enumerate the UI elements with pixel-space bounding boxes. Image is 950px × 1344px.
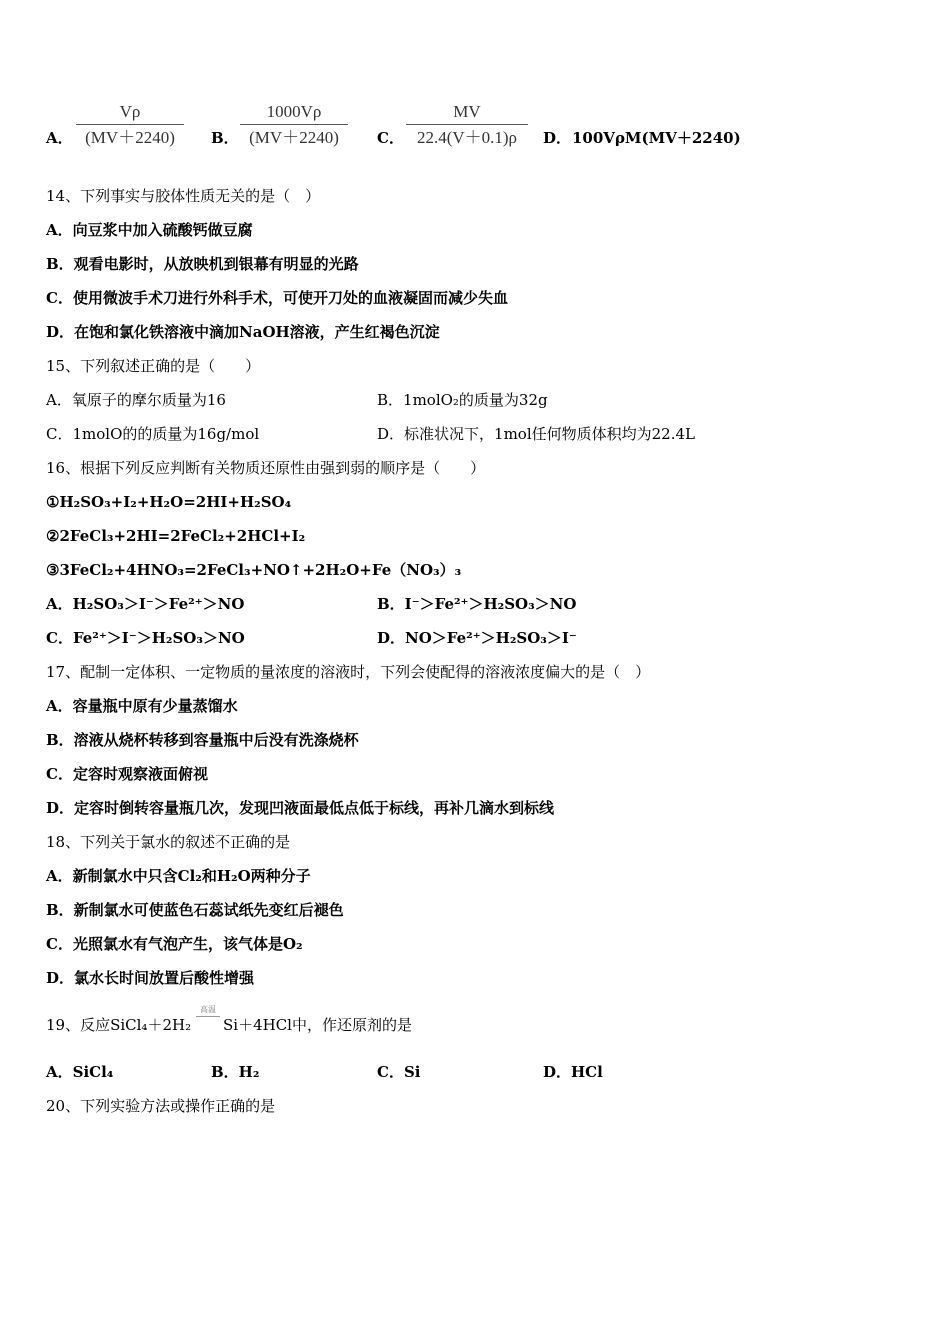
q20-stem: 20、下列实验方法或操作正确的是 [46, 1097, 276, 1115]
q18-stem: 18、下列关于氯水的叙述不正确的是 [46, 833, 291, 851]
q17-option-c: C．定容时观察液面俯视 [46, 765, 208, 783]
q18-option-d: D．氯水长时间放置后酸性增强 [46, 969, 255, 987]
q18-option-a: A．新制氯水中只含Cl₂和H₂O两种分子 [46, 867, 311, 885]
q14-option-d: D．在饱和氯化铁溶液中滴加NaOH溶液，产生红褐色沉淀 [46, 323, 440, 341]
q15-option-d: D．标准状况下，1mol任何物质体积均为22.4L [377, 425, 695, 443]
q16-option-d: D．NO＞Fe²⁺＞H₂SO₃＞I⁻ [377, 629, 577, 647]
q19-stem-right: Si＋4HCl中，作还原剂的是 [223, 1016, 412, 1034]
q15-option-a: A．氧原子的摩尔质量为16 [46, 391, 226, 409]
q16-reaction-1: ①H₂SO₃+I₂+H₂O=2HI+H₂SO₄ [46, 493, 292, 511]
fraction-bar [406, 124, 528, 125]
q13-option-b-numerator: 1000Vρ [266, 102, 322, 121]
q16-reaction-3: ③3FeCl₂+4HNO₃=2FeCl₃+NO↑+2H₂O+Fe（NO₃）₃ [46, 561, 462, 579]
q13-option-b-denominator: (MV＋2240) [249, 128, 339, 147]
q16-option-b: B．I⁻＞Fe²⁺＞H₂SO₃＞NO [377, 595, 577, 613]
q19-reaction-condition: 高温 [200, 1005, 216, 1014]
q17-option-a: A．容量瓶中原有少量蒸馏水 [46, 697, 238, 715]
q19-stem-left: 19、反应SiCl₄＋2H₂ [46, 1016, 192, 1034]
q19-option-a: A．SiCl₄ [46, 1063, 114, 1081]
q13-option-c-numerator: MV [453, 102, 481, 121]
q16-option-a: A．H₂SO₃＞I⁻＞Fe²⁺＞NO [46, 595, 245, 613]
q19-option-d: D．HCl [543, 1063, 603, 1081]
q17-stem: 17、配制一定体积、一定物质的量浓度的溶液时，下列会使配得的溶液浓度偏大的是（ ） [46, 663, 651, 681]
q15-stem: 15、下列叙述正确的是（ ） [46, 357, 261, 375]
q13-option-b-label: B． [211, 129, 239, 147]
fraction-bar [76, 124, 184, 125]
q18-option-b: B．新制氯水可使蓝色石蕊试纸先变红后褪色 [46, 901, 344, 919]
q13-option-c-label: C． [377, 129, 404, 147]
q16-option-c: C．Fe²⁺＞I⁻＞H₂SO₃＞NO [46, 629, 245, 647]
q14-option-c: C．使用微波手术刀进行外科手术，可使开刀处的血液凝固而减少失血 [46, 289, 508, 307]
q13-option-a-denominator: (MV＋2240) [85, 128, 175, 147]
q14-option-b: B．观看电影时，从放映机到银幕有明显的光路 [46, 255, 359, 273]
q16-reaction-2: ②2FeCl₃+2HI=2FeCl₂+2HCl+I₂ [46, 527, 306, 545]
q13-option-d-label: D． [543, 129, 572, 147]
q13-option-c-fraction [406, 102, 528, 148]
q17-option-d: D．定容时倒转容量瓶几次，发现凹液面最低点低于标线，再补几滴水到标线 [46, 799, 555, 817]
q15-option-b: B．1molO₂的质量为32g [377, 391, 548, 409]
q14-stem: 14、下列事实与胶体性质无关的是（ ） [46, 187, 321, 205]
q13-option-c-denominator: 22.4(V＋0.1)ρ [416, 128, 518, 147]
q19-option-b: B．H₂ [211, 1063, 260, 1081]
q15-option-c: C．1molO的的质量为16g/mol [46, 425, 260, 443]
reaction-arrow-line [196, 1016, 220, 1017]
q13-option-b-fraction [240, 102, 348, 148]
q16-stem: 16、根据下列反应判断有关物质还原性由强到弱的顺序是（ ） [46, 459, 486, 477]
q17-option-b: B．溶液从烧杯转移到容量瓶中后没有洗涤烧杯 [46, 731, 359, 749]
q14-option-a: A．向豆浆中加入硫酸钙做豆腐 [46, 221, 253, 239]
q18-option-c: C．光照氯水有气泡产生，该气体是O₂ [46, 935, 303, 953]
q13-option-a-numerator: Vρ [119, 102, 141, 121]
q13-option-a-fraction [76, 102, 184, 148]
q19-option-c: C．Si [377, 1063, 421, 1081]
q13-option-a-label: A． [46, 129, 73, 147]
fraction-bar [240, 124, 348, 125]
q13-option-d-text: 100VρM(MV＋2240) [572, 129, 741, 147]
